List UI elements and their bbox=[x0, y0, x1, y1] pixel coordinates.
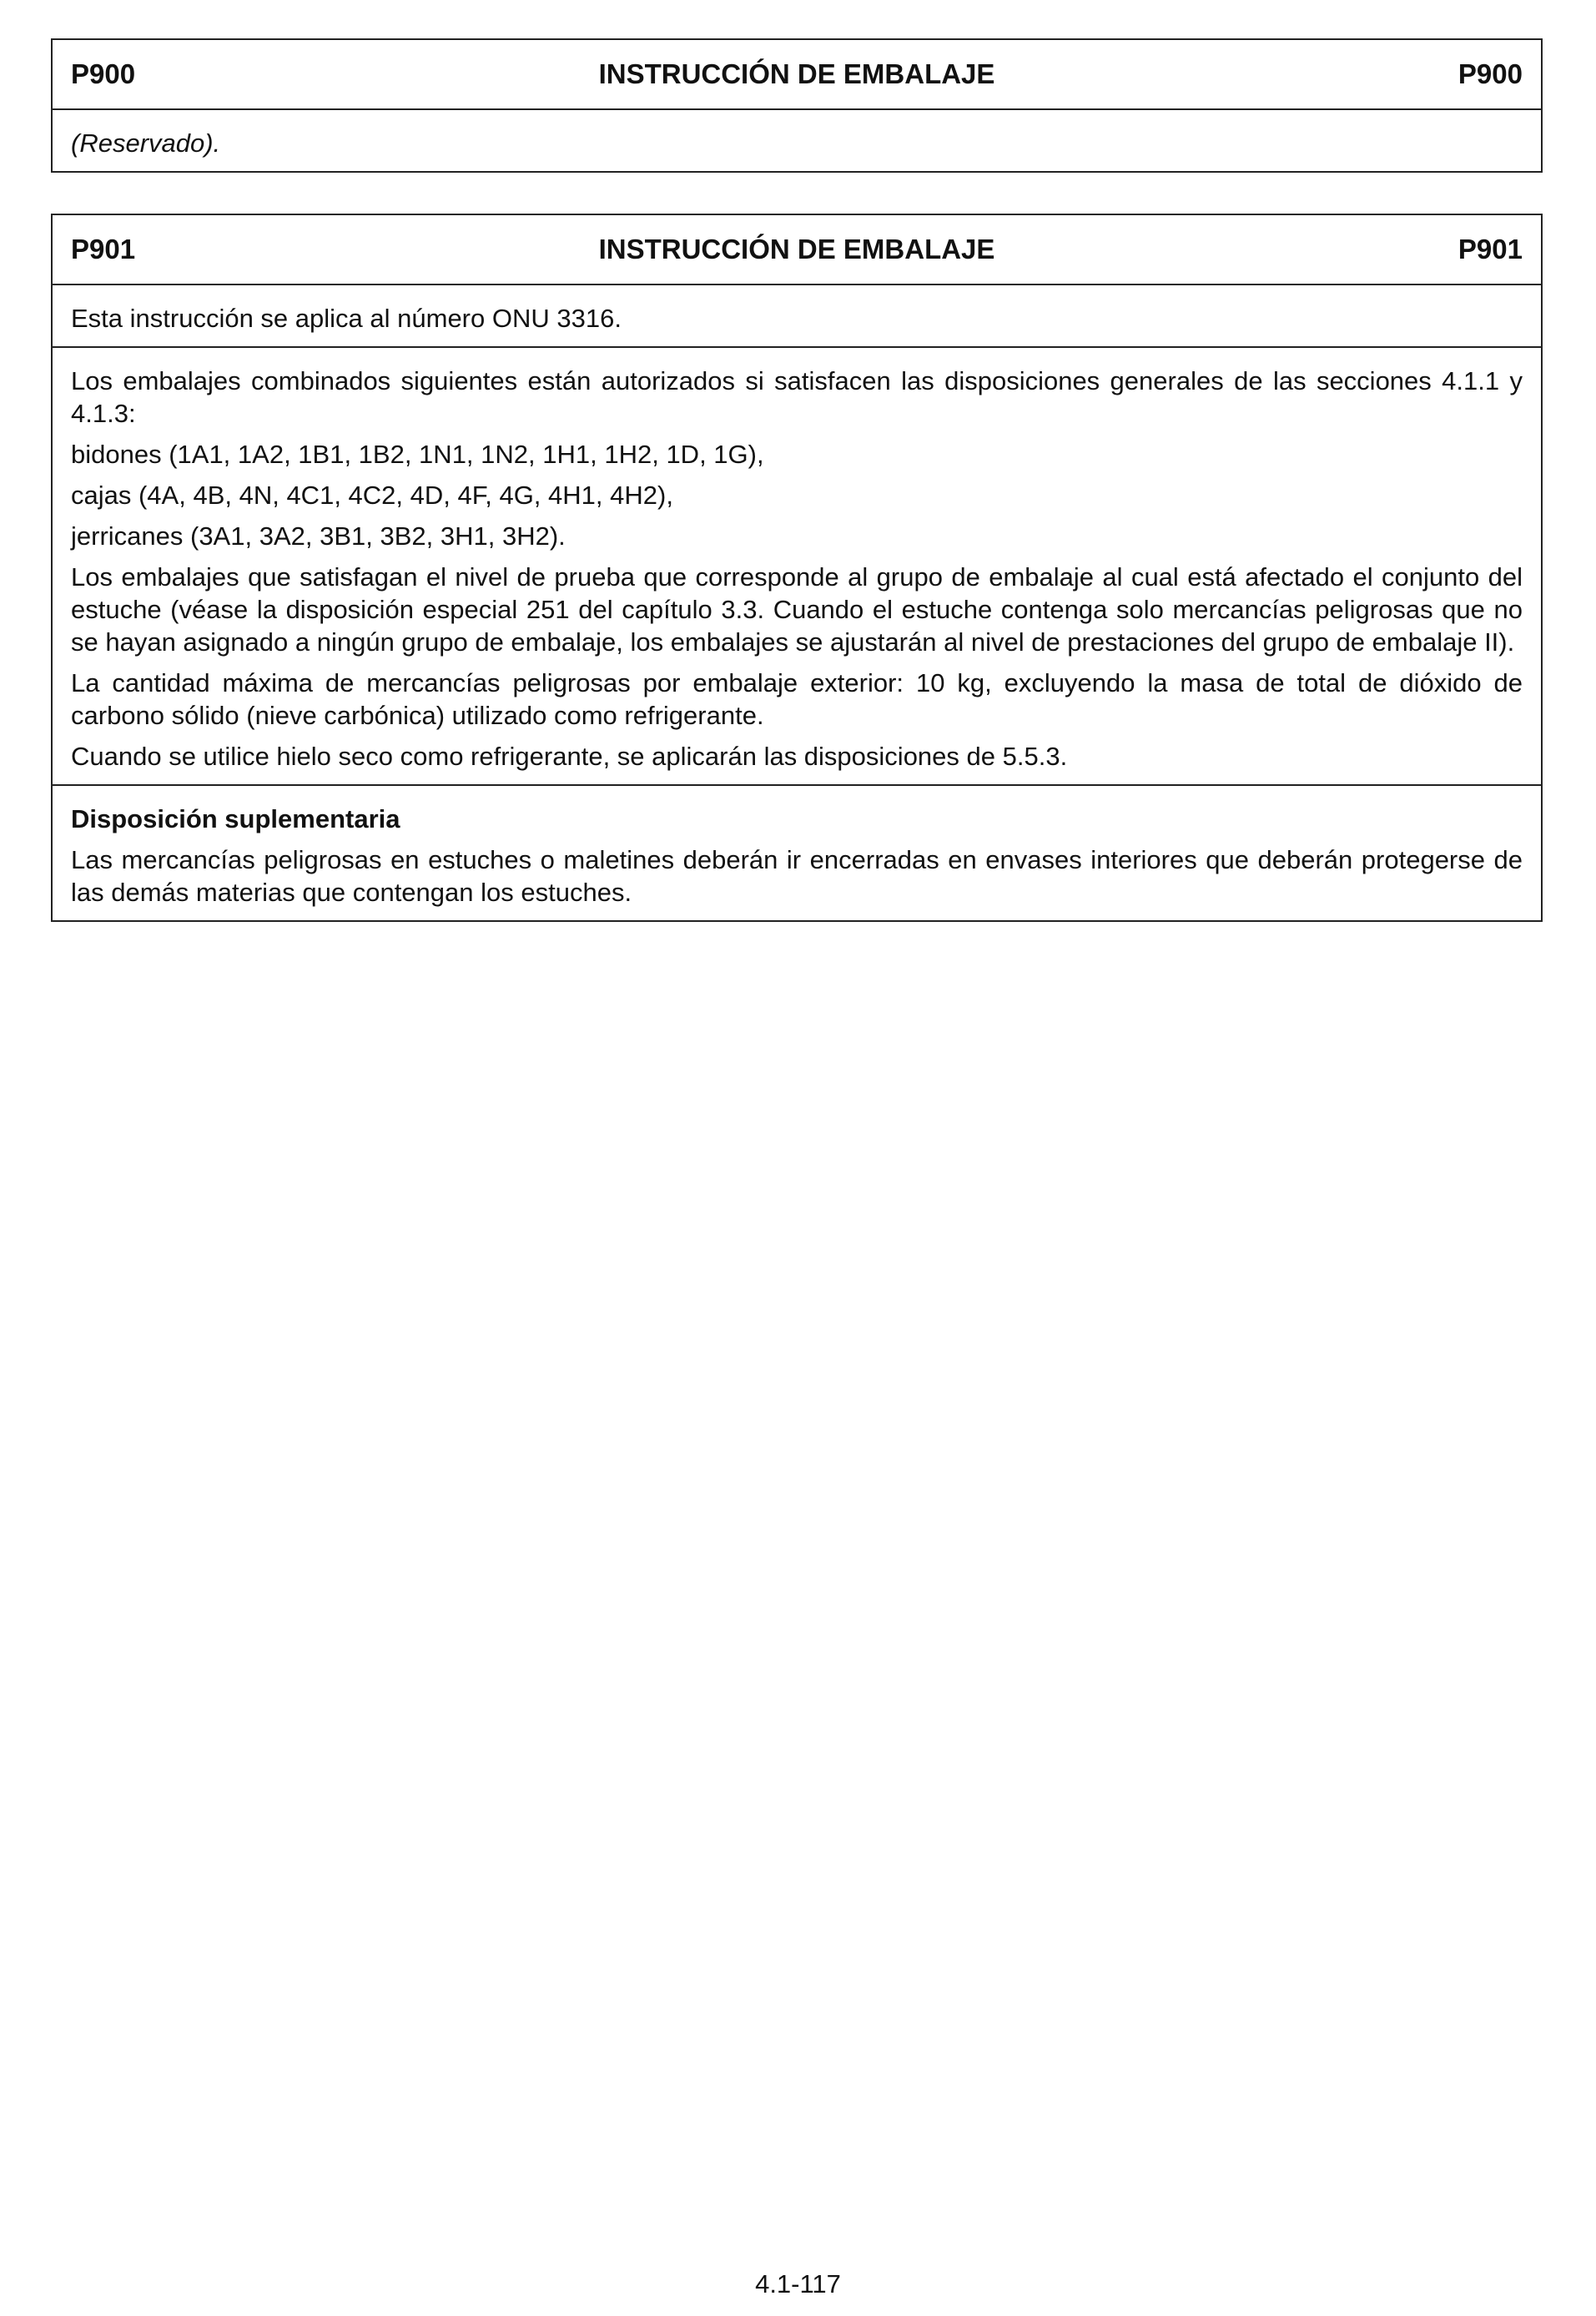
p901-supplementary-heading: Disposición suplementaria bbox=[71, 804, 400, 833]
p901-bidones: bidones (1A1, 1A2, 1B1, 1B2, 1N1, 1N2, 1H1, 1H2, 1D, 1G), bbox=[71, 440, 764, 469]
p901-code-left: P901 bbox=[71, 234, 136, 264]
p900-code-left: P900 bbox=[71, 58, 136, 89]
p901-header bbox=[53, 215, 1541, 285]
p901-dry-ice: Cuando se utilice hielo seco como refrigerante, se aplicarán las disposiciones de 5.5.3. bbox=[71, 742, 1068, 771]
p901-test-level: Los embalajes que satisfagan el nivel de prueba que corresponde al grupo de embalaje al cual está afectado el conjunto del estuche (véase la disposición especial 251 del capítulo 3.3. Cuando el estuche contenga solo mercancías peligrosas que no se hayan asignado a ningún grupo de embalaje, los embalajes se ajustarán al nivel de prestaciones del grupo de embalaje II). bbox=[71, 562, 1523, 657]
p901-title: INSTRUCCIÓN DE EMBALAJE bbox=[598, 234, 995, 264]
p900-reserved-text: (Reservado). bbox=[71, 128, 221, 158]
p901-combined-intro: Los embalajes combinados siguientes están autorizados si satisfacen las disposiciones generales de las secciones 4.1.1 y 4.1.3: bbox=[71, 366, 1523, 428]
packing-instruction-p900 bbox=[51, 38, 1543, 173]
p901-code-right: P901 bbox=[1458, 234, 1523, 264]
packing-instruction-p901 bbox=[51, 214, 1543, 922]
p901-cajas: cajas (4A, 4B, 4N, 4C1, 4C2, 4D, 4F, 4G, 4H1, 4H2), bbox=[71, 481, 673, 510]
p901-applies-to: Esta instrucción se aplica al número ONU 3316. bbox=[71, 304, 622, 333]
page-number: 4.1-117 bbox=[755, 2269, 841, 2298]
p901-applies-row bbox=[53, 285, 1541, 346]
p900-header bbox=[53, 40, 1541, 110]
p901-jerricanes: jerricanes (3A1, 3A2, 3B1, 3B2, 3H1, 3H2). bbox=[71, 521, 566, 551]
p901-max-quantity: La cantidad máxima de mercancías peligrosas por embalaje exterior: 10 kg, excluyendo la masa de total de dióxido de carbono sólido (nieve carbónica) utilizado como refrigerante. bbox=[71, 668, 1523, 730]
p901-supplementary-text: Las mercancías peligrosas en estuches o maletines deberán ir encerradas en envases interiores que deberán protegerse de las demás materias que contengan los estuches. bbox=[71, 845, 1523, 907]
p901-packagings-row bbox=[53, 346, 1541, 784]
p900-title: INSTRUCCIÓN DE EMBALAJE bbox=[598, 58, 995, 89]
p901-supplementary-row bbox=[53, 784, 1541, 920]
p900-code-right: P900 bbox=[1458, 58, 1523, 89]
p900-body bbox=[53, 110, 1541, 171]
